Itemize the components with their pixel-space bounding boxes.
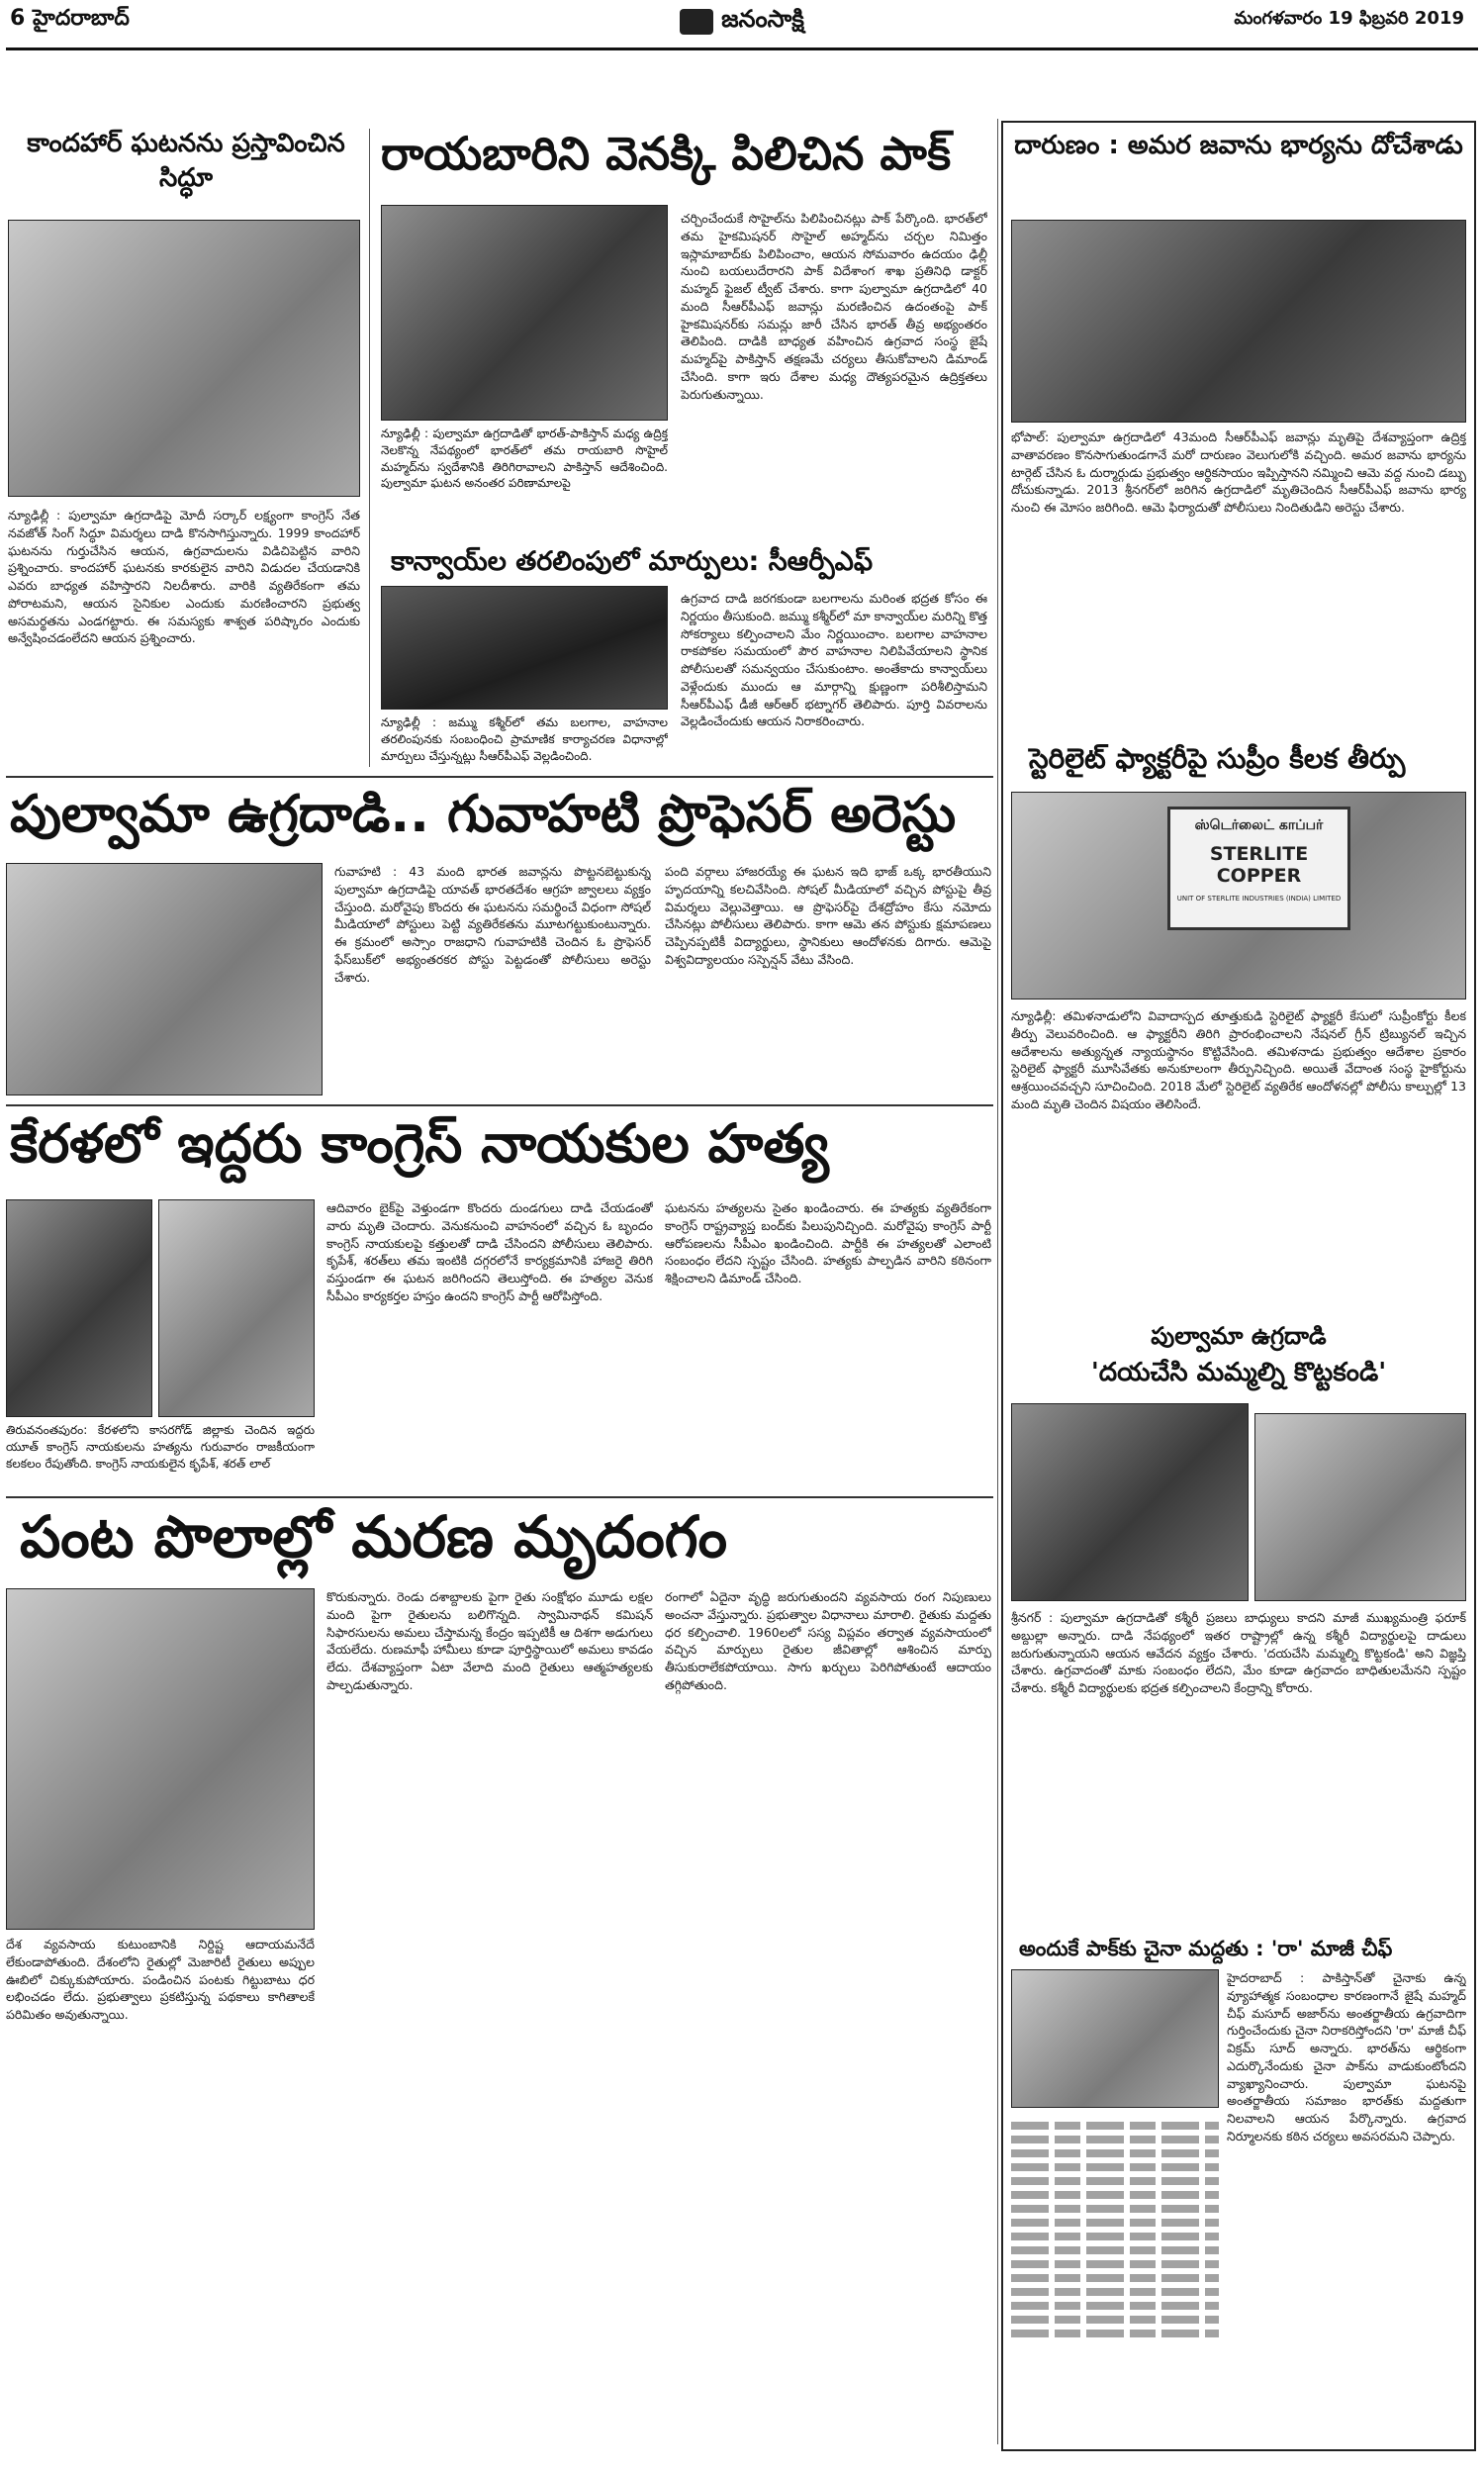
professor-story-col1: గువాహటి : 43 మంది భారత జవాన్లను పొట్టనబెట్టుకున్న పుల్వామా ఉగ్రదాడిపై యావత్ భారతదేశం ఆగ్రహ జ్వాలలు వ్యక్తం చేస్తుంది. మరోవైపు కొందరు ఈ ఘటనను సమర్థించే విధంగా సోషల్ మీడియాలో పోస్టులు పెట్టి వ్యతిరేకతను మూటగట్టుకుంటున్నారు. ఈ క్రమంలో అస్సాం రాజధాని గువాహటికి చెందిన ఓ ప్రొఫెసర్ ఫేస్‌బుక్‌లో అభ్యంతరకర పోస్టు పెట్టడంతో పోలీసులు అరెస్టు చేశారు. xyxy=(334,864,651,985)
farooq-headline: 'దయచేసి మమ్మల్ని కొట్టకండి' xyxy=(1090,1358,1387,1387)
jawan-wife-kicker: దారుణం : అమర జవాను భార్యను దోచేశాడు xyxy=(1014,131,1463,160)
sterlite-sign xyxy=(1167,807,1350,930)
logo-icon xyxy=(680,9,713,35)
text-line xyxy=(1011,2177,1219,2185)
date-line: మంగళవారం 19 ఫిబ్రవరి 2019 xyxy=(1234,8,1464,29)
text-line xyxy=(1011,2219,1219,2227)
jawan-photo xyxy=(1011,220,1466,423)
text-line xyxy=(1011,2330,1219,2337)
former-raw-chief-photo xyxy=(1011,1969,1219,2108)
sidhu-photo xyxy=(8,220,360,497)
kerala-caption: తిరువనంతపురం: కేరళలోని కాసరగోడ్ జిల్లాకు చెందిన ఇద్దరు యూత్ కాంగ్రెస్ నాయకులను హత్యను గురువారం రాజకీయంగా కలకలం రేపుతోంది. కాంగ్రెస్ నాయకులైన కృపేశ్, శరత్ లాల్ xyxy=(6,1423,315,1471)
sterlite-headline: స్టెరిలైట్ ఫ్యాక్టరీపై సుప్రీం కీలక తీర్పు xyxy=(1029,742,1406,775)
professor-headline: పుల్వామా ఉగ్రదాడి.. గువాహటి ప్రొఫెసర్ అరెస్టు xyxy=(10,785,957,844)
china-headline: అందుకే పాక్‌కు చైనా మద్దతు : 'రా' మాజీ చీఫ్ xyxy=(1019,1937,1393,1960)
text-line xyxy=(1011,2191,1219,2199)
farm-headline: పంట పొలాల్లో మరణ మృదంగం xyxy=(20,1503,727,1571)
farm-story-col3: రంగాలో ఏదైనా వృద్ధి జరుగుతుందని వ్యవసాయ రంగ నిపుణులు అంచనా వేస్తున్నారు. ప్రభుత్వాల విధానాలు మారాలి. రైతుకు మద్దతు ధర కల్పించాలి. 1960లలో సస్య విప్లవం తర్వాత వ్యవసాయంలో వచ్చిన మార్పులు రైతుల జీవితాల్లో ఆశించిన మార్పు తీసుకురాలేకపోయాయి. సాగు ఖర్చులు పెరిగిపోతుంటే ఆదాయం తగ్గిపోతుంది. xyxy=(665,1589,991,1692)
text-line xyxy=(1011,2149,1219,2157)
text-line xyxy=(1011,2274,1219,2282)
farooq-kicker: పుల్వామా ఉగ్రదాడి xyxy=(1151,1322,1327,1350)
newspaper-name: జనంసాక్షి xyxy=(721,5,804,33)
kerala-story-col1: ఆదివారం బైక్‌పై వెళ్తుండగా కొందరు దుండగులు దాడి చేయడంతో వారు మృతి చెందారు. వెనుకనుంచి వాహనంలో వచ్చిన ఓ బృందం కాంగ్రెస్ నాయకులపై కత్తులతో దాడి చేసిందని పోలీసులు తెలిపారు. కృపేశ్, శరత్‌లు తమ ఇంటికి దగ్గరలోనే కార్యక్రమానికి హాజరై తిరిగి వస్తుండగా ఈ ఘటన జరిగిందని తెలుస్తోంది. ఈ హత్యల వెనుక సీపీఎం కార్యకర్తల హస్తం ఉందని కాంగ్రెస్ పార్టీ ఆరోపిస్తోంది. xyxy=(326,1200,653,1303)
farm-story-col2: కొరుకున్నారు. రెండు దశాబ్దాలకు పైగా రైతు సంక్షోభం మూడు లక్షల మంది పైగా రైతులను బలిగొన్నది. స్వామినాథన్ కమిషన్ సిఫారసులను అమలు చేస్తామన్న కేంద్రం ఇప్పటికీ ఆ దిశగా అడుగులు వేయలేదు. రుణమాఫీ హామీలు కూడా పూర్తిస్థాయిలో అమలు కావడం లేదు. దేశవ్యాప్తంగా ఏటా వేలాది మంది రైతులు ఆత్మహత్యలకు పాల్పడుతున్నారు. xyxy=(326,1589,653,1692)
lead-headline: రాయబారిని వెనక్కి పిలిచిన పాక్ xyxy=(381,127,952,180)
kerala-story-col2: ఘటనను హత్యలను సైతం ఖండించారు. ఈ హత్యకు వ్యతిరేకంగా కాంగ్రెస్ రాష్ట్రవ్యాప్త బంద్‌కు పిలుపునిచ్చింది. మరోవైపు కాంగ్రెస్ పార్టీ ఆరోపణలను సీపీఎం ఖండించింది. పార్టీకి ఈ హత్యలతో ఎలాంటి సంబంధం లేదని స్పష్టం చేసింది. హత్యకు పాల్పడిన వారిని కఠినంగా శిక్షించాలని డిమాండ్ చేసింది. xyxy=(665,1200,991,1285)
farooq-photo xyxy=(1011,1403,1249,1601)
sterlite-sign-title: STERLITE COPPER xyxy=(1209,843,1309,887)
china-story-overflow xyxy=(1011,2116,1219,2444)
section-rule xyxy=(6,1104,993,1106)
crpf-headline: కాన్వాయ్‌ల తరలింపులో మార్పులు: సీఆర్పీఎఫ్ xyxy=(391,546,874,577)
text-line xyxy=(1011,2136,1219,2143)
kerala-victim-photo-1 xyxy=(6,1199,152,1417)
attack-site-photo xyxy=(1254,1413,1466,1601)
professor-story-col2: పంది వర్గాలు హాజరయ్యే ఈ ఘటన ఇది భాజ్ ఒక్క భారతీయుని హృదయాన్ని కలచివేసింది. సోషల్ మీడియాలో వచ్చిన పోస్టుపై తీవ్ర విమర్శలు వెల్లువెత్తాయి. ఆ ప్రొఫెసర్‌పై దేశద్రోహం కేసు నమోదు చేసినట్లు పోలీసులు తెలిపారు. కాగా ఆమె తన పోస్టుకు క్షమాపణలు చెప్పినప్పటికీ విద్యార్థులు, స్థానికులు ఆందోళనకు దిగారు. ఆమెపై విశ్వవిద్యాలయం సస్పెన్షన్ వేటు వేసింది. xyxy=(665,864,991,967)
text-line xyxy=(1011,2288,1219,2296)
farm-story-col1: దేశ వ్యవసాయ కుటుంబానికి నిర్దిష్ట ఆదాయమనేదే లేకుండాపోతుంది. దేశంలోని రైతుల్లో మెజారిటీ రైతులు అప్పుల ఊబిలో చిక్కుకుపోయారు. పండించిన పంటకు గిట్టుబాటు ధర లభించడం లేదు. ప్రభుత్వాలు ప్రకటిస్తున్న పథకాలు కాగితాలకే పరిమితం అవుతున్నాయి. xyxy=(6,1937,315,2022)
text-line xyxy=(1011,2246,1219,2254)
text-line xyxy=(1011,2302,1219,2310)
newspaper-logo xyxy=(603,2,881,42)
farmer-photo xyxy=(6,1588,315,1930)
envoy-story: చర్చించేందుకే సొహైల్‌ను పిలిపించినట్లు పాక్ పేర్కొంది. భారత్‌లో తమ హైకమిషనర్ సొహైల్ అహ్మద్‌ను చర్చల నిమిత్తం ఇస్లామాబాద్‌కు పిలిపించాం, ఆయన సోమవారం ఉదయం ఢిల్లీ నుంచి బయలుదేరారని పాక్ విదేశాంగ శాఖ ప్రతినిధి డాక్టర్ మహ్మద్ ఫైజల్ ట్వీట్ చేశారు. కాగా పుల్వామా ఉగ్రదాడిలో 40 మంది సీఆర్‌పీఎఫ్ జవాన్లు మరణించిన ఉదంతంపై పాక్ హైకమిషనర్‌కు సమన్లు జారీ చేసిన భారత్ తీవ్ర అభ్యంతరం తెలిపింది. దాడికి బాధ్యత వహించిన ఉగ్రవాద సంస్థ జైషే మహ్మద్‌పై పాకిస్తాన్ తక్షణమే చర్యలు తీసుకోవాలని డిమాండ్ చేసింది. కాగా ఇరు దేశాల మధ్య దౌత్యపరమైన ఉద్రిక్తతలు పెరుగుతున్నాయి. xyxy=(681,211,987,402)
jawan-wife-story: భోపాల్: పుల్వామా ఉగ్రదాడిలో 43మంది సీఆర్‌పీఎఫ్ జవాన్లు మృతిపై దేశవ్యాప్తంగా ఉద్రిక్త వాతావరణం కొనసాగుతుండగానే మరో దారుణం వెలుగులోకి వచ్చింది. అమర జవాను భార్యను టార్గెట్ చేసిన ఓ దుర్మార్గుడు ప్రభుత్వం ఆర్థికసాయం ఇప్పిస్తానని నమ్మించి ఆమె వద్ద నుంచి డబ్బు దోచుకున్నాడు. 2013 శ్రీనగర్‌లో జరిగిన ఉగ్రదాడిలో మృతిచెందిన సీఆర్‌పీఎఫ్ జవాను భార్య నుంచి ఈ మోసం జరిగింది. ఆమె ఫిర్యాదుతో పోలీసులు నిందితుడిని అరెస్టు చేశారు. xyxy=(1011,429,1466,515)
text-line xyxy=(1011,2205,1219,2213)
text-line xyxy=(1011,2122,1219,2130)
china-story: హైదరాబాద్ : పాకిస్తాన్‌తో చైనాకు ఉన్న వ్యూహాత్మక సంబంధాల కారణంగానే జైషే మహ్మద్ చీఫ్ మసూద్ అజార్‌ను అంతర్జాతీయ ఉగ్రవాదిగా గుర్తించేందుకు చైనా నిరాకరిస్తోందని 'రా' మాజీ చీఫ్ విక్రమ్ సూద్ అన్నారు. భారత్‌ను ఆర్థికంగా ఎదుర్కొనేందుకు చైనా పాక్‌ను వాడుకుంటోందని వ్యాఖ్యానించారు. పుల్వామా ఘటనపై అంతర్జాతీయ సమాజం భారత్‌కు మద్దతుగా నిలవాలని ఆయన పేర్కొన్నారు. ఉగ్రవాద నిర్మూలనకు కఠిన చర్యలు అవసరమని చెప్పారు. xyxy=(1227,1970,1466,2143)
section-rule xyxy=(6,1496,993,1498)
masthead-rule xyxy=(6,48,1478,50)
envoy-caption: న్యూఢిల్లీ : పుల్వామా ఉగ్రదాడితో భారత్-పాకిస్తాన్ మధ్య ఉద్రిక్త నెలకొన్న నేపథ్యంలో భారత్‌లో తమ రాయబారి సొహైల్ మహ్మద్‌ను స్వదేశానికి తిరిగిరావాలని పాకిస్తాన్ ఆదేశించింది. పుల్వామా ఘటన అనంతర పరిణామాలపై xyxy=(381,427,668,491)
text-line xyxy=(1011,2316,1219,2324)
column-divider xyxy=(369,129,370,767)
kerala-victim-photo-2 xyxy=(158,1199,315,1417)
text-line xyxy=(1011,2163,1219,2171)
text-line xyxy=(1011,2233,1219,2240)
section-rule xyxy=(6,776,993,778)
farooq-story: శ్రీనగర్ : పుల్వామా ఉగ్రదాడితో కశ్మీరీ ప్రజలు బాధ్యులు కాదని మాజీ ముఖ్యమంత్రి ఫరూక్ అబ్దుల్లా అన్నారు. దాడి నేపథ్యంలో ఇతర రాష్ట్రాల్లో ఉన్న కశ్మీరీ విద్యార్థులపై దాడులు జరుగుతున్నాయని ఆయన ఆవేదన వ్యక్తం చేశారు. 'దయచేసి మమ్మల్ని కొట్టకండి' అని విజ్ఞప్తి చేశారు. ఉగ్రవాదంతో మాకు సంబంధం లేదని, మేం కూడా ఉగ్రవాదం బాధితులమేనని స్పష్టం చేశారు. కశ్మీరీ విద్యార్థులకు భద్రత కల్పించాలని కేంద్రాన్ని కోరారు. xyxy=(1011,1610,1466,1695)
sidhu-story: న్యూఢిల్లీ : పుల్వామా ఉగ్రదాడిపై మోదీ సర్కార్ లక్ష్యంగా కాంగ్రెస్ నేత నవజోత్ సింగ్ సిద్ధూ విమర్శలు దాడి కొనసాగిస్తున్నారు. 1999 కాందహార్ ఘటనను గుర్తుచేసిన ఆయన, ఉగ్రవాదులను విడిచిపెట్టిన వారిని ప్రశ్నించారు. కాందహార్ ఘటనకు కారకులైన వారిని విడుదల చేయడానికి ఎవరు బాధ్యత వహిస్తారని నిలదీశారు. వారికి వ్యతిరేకంగా తమ పోరాటమని, ఆయన సైనికుల ఎందుకు మరణించారని ప్రభుత్వ అసమర్థతను ఎండగట్టారు. ఈ సమస్యకు శాశ్వత పరిష్కారం ఎందుకు అన్వేషించడంలేదని ఆయన ప్రశ్నించారు. xyxy=(8,508,360,646)
column-divider xyxy=(997,119,998,2444)
pulwama-scene-photo xyxy=(6,863,323,1095)
crpf-story: ఉగ్రవాద దాడి జరగకుండా బలగాలను మరింత భద్రత కోసం ఈ నిర్ణయం తీసుకుంది. జమ్ము కశ్మీర్‌లో మా కాన్వాయ్‌ల మరిన్ని కొత్త సోకర్యాలు కల్పించాలని మేం నిర్ణయించాం. బలగాల వాహనాల రాకపోకల సమయంలో పౌర వాహనాల నిలిపివేయాలని స్థానిక పోలీసులతో సమన్వయం చేసుకుంటాం. అంతేకాదు కాన్వాయ్‌లు వెళ్లేందుకు ముందు ఆ మార్గాన్ని క్షుణ్ణంగా పరిశీలిస్తామని సీఆర్‌పీఎఫ్ డీజీ ఆర్ఆర్ భట్నాగర్ తెలిపారు. పూర్తి వివరాలను వెల్లడించేందుకు ఆయన నిరాకరించారు. xyxy=(681,591,987,729)
sterlite-sign-sub: UNIT OF STERLITE INDUSTRIES (INDIA) LIMITED xyxy=(1176,895,1342,903)
kerala-headline: కేరళలో ఇద్దరు కాంగ్రెస్ నాయకుల హత్య xyxy=(10,1112,829,1175)
page-number-city: 6 హైదరాబాద్ xyxy=(10,6,130,31)
envoy-photo xyxy=(381,205,668,421)
crpf-photo xyxy=(381,586,668,710)
text-line xyxy=(1011,2260,1219,2268)
sterlite-sign-tamil: ஸ்டெர்லைட் காப்பர் xyxy=(1194,817,1324,833)
crpf-caption: న్యూఢిల్లీ : జమ్ము కశ్మీర్‌లో తమ బలగాల, వాహనాల తరలింపునకు సంబంధించి ప్రామాణిక కార్యాచరణ విధానాల్లో మార్పులు చేస్తున్నట్లు సీఆర్‌పీఎఫ్ వెల్లడించింది. xyxy=(381,715,668,763)
sterlite-story: న్యూఢిల్లీ: తమిళనాడులోని వివాదాస్పద తూత్తుకుడి స్టెరిలైట్ ఫ్యాక్టరీ కేసులో సుప్రీంకోర్టు కీలక తీర్పు వెలువరించింది. ఆ ఫ్యాక్టరీని తిరిగి ప్రారంభించాలని నేషనల్ గ్రీన్ ట్రిబ్యునల్ ఇచ్చిన ఆదేశాలను అత్యున్నత న్యాయస్థానం కొట్టివేసింది. తమిళనాడు ప్రభుత్వం ఆదేశాల ప్రకారం స్టెరిలైట్ ఫ్యాక్టరీ మూసివేతకు అనుకూలంగా తీర్పునిచ్చింది. అయితే వేదాంత సంస్థ హైకోర్టును ఆశ్రయించవచ్చని సూచించింది. 2018 మేలో స్టెరిలైట్ వ్యతిరేక ఆందోళనల్లో పోలీసు కాల్పుల్లో 13 మంది మృతి చెందిన విషయం తెలిసిందే. xyxy=(1011,1008,1466,1111)
sidhu-kicker: కాందహార్ ఘటనను ప్రస్తావించిన సిద్ధూ xyxy=(27,129,345,194)
